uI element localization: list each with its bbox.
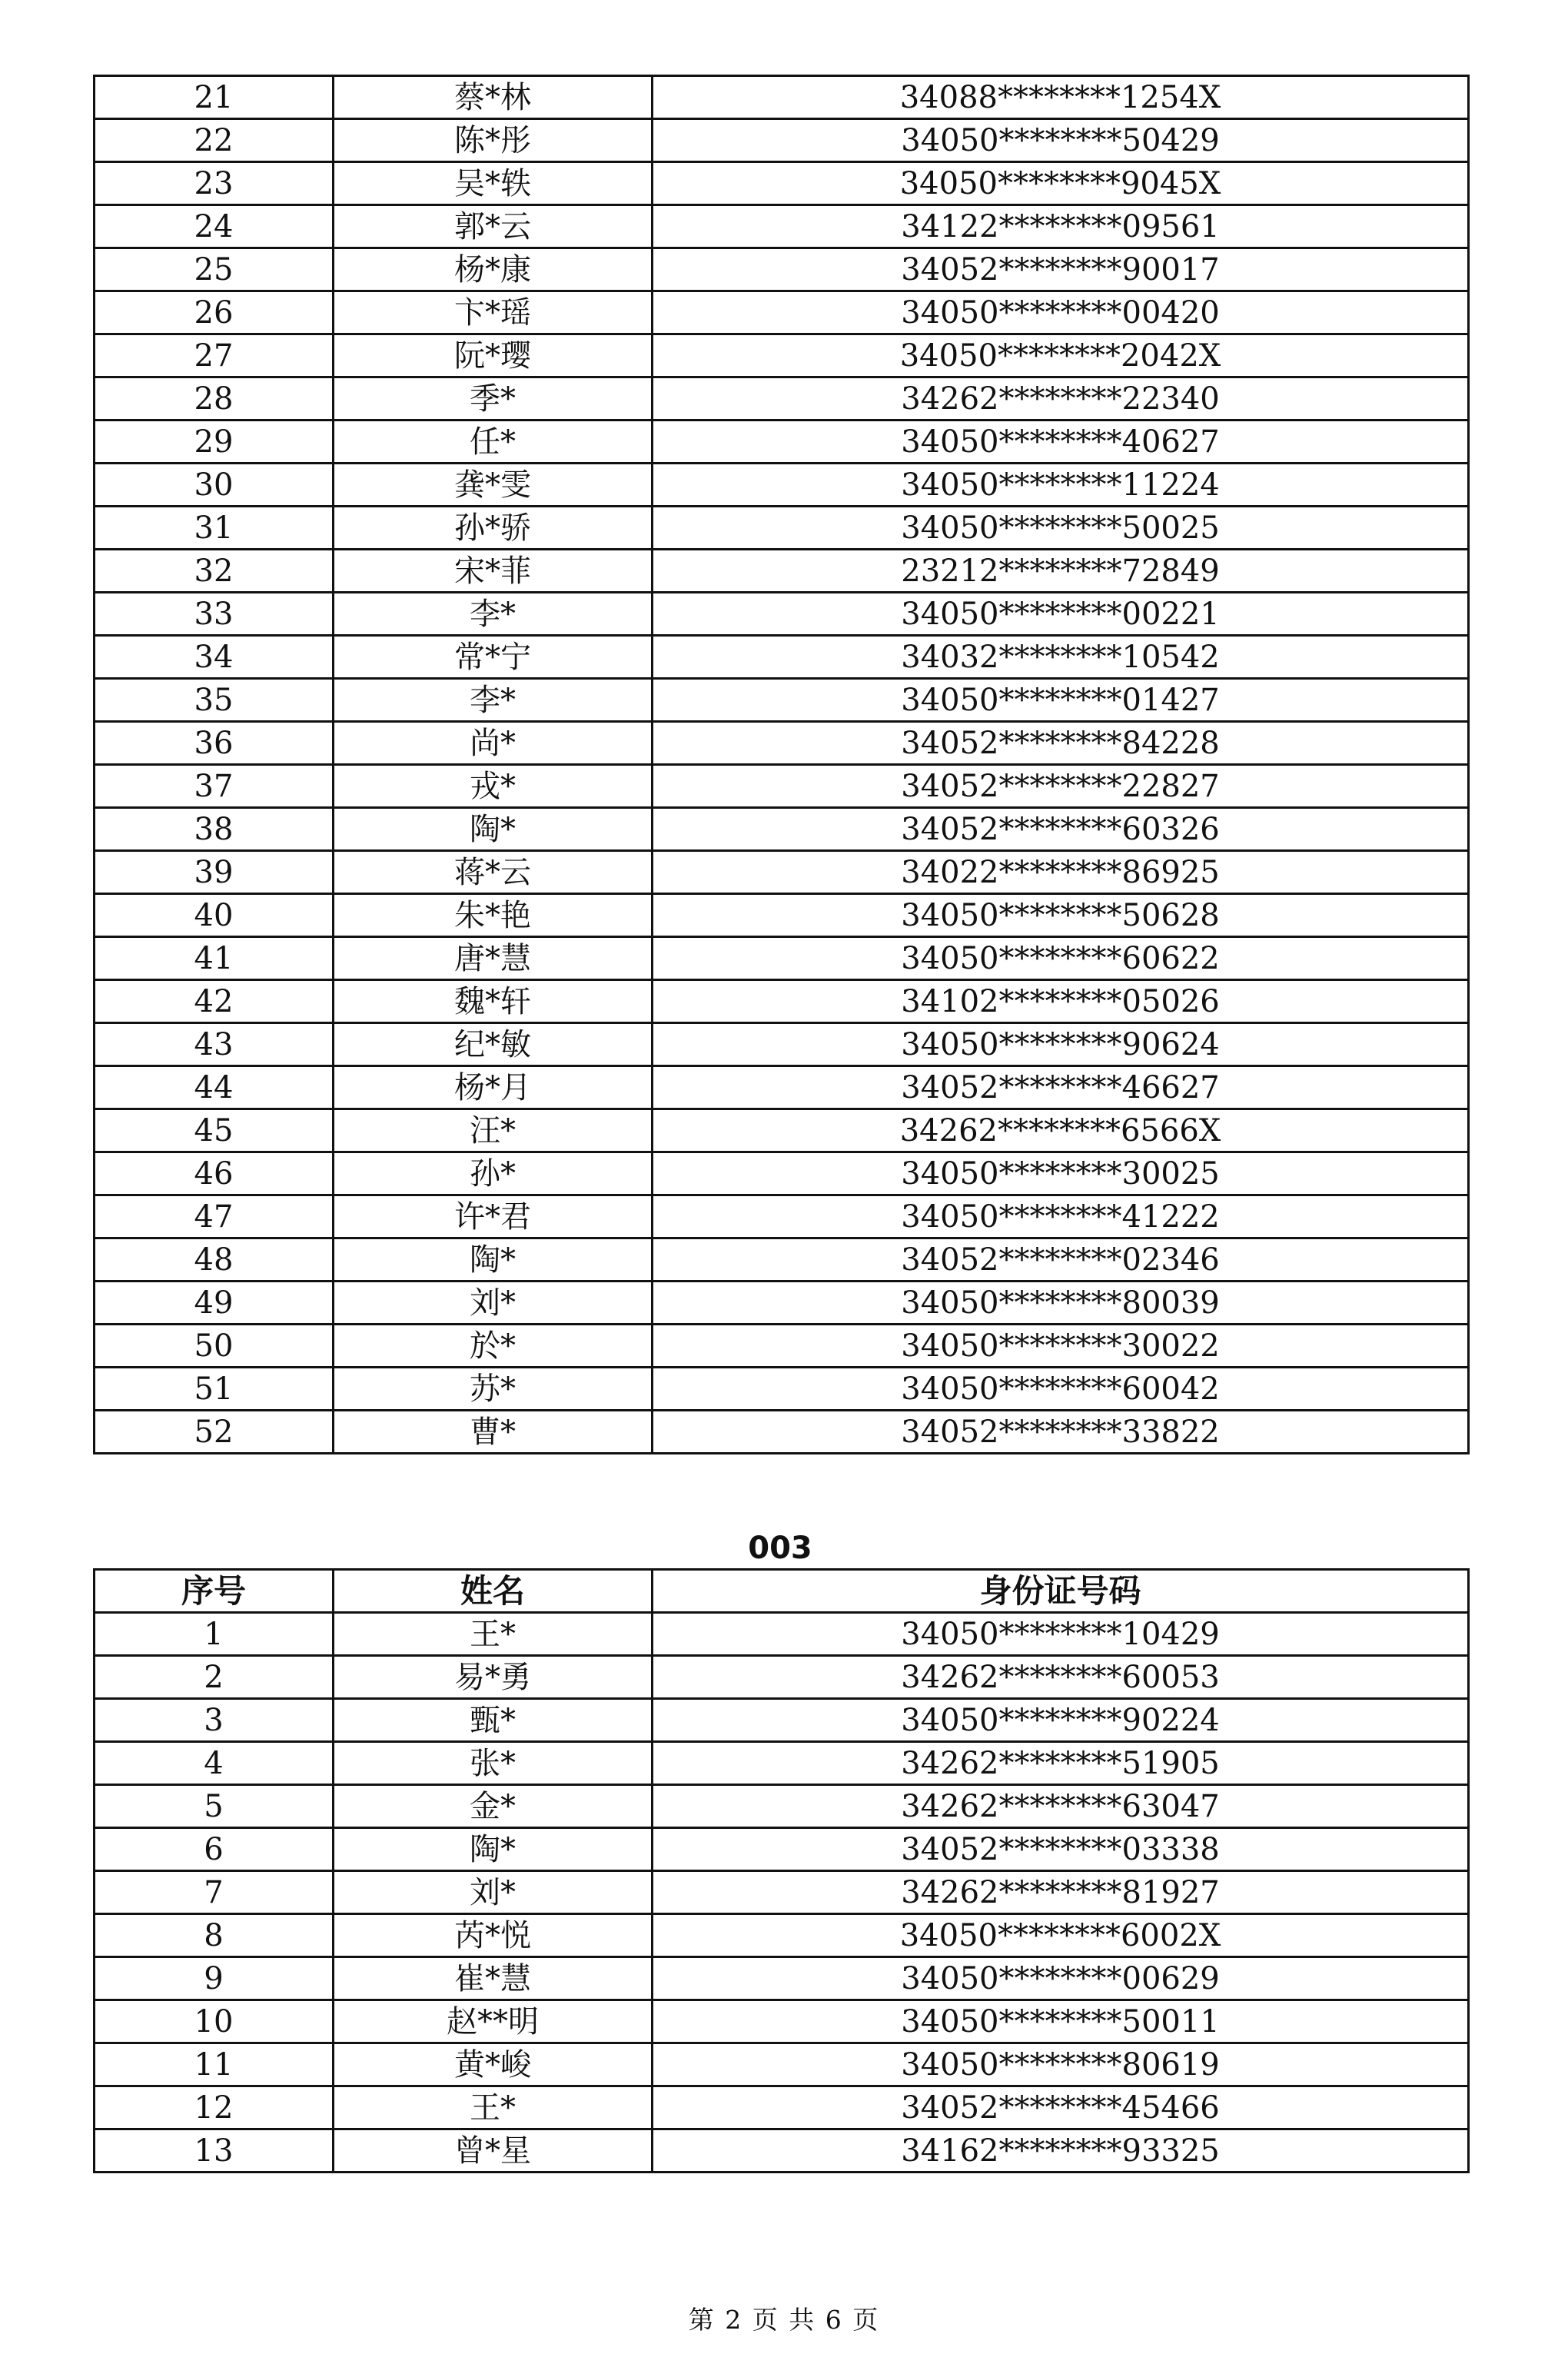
cell-id-number: 34022********86925 (653, 851, 1469, 894)
cell-name: 蒋*云 (334, 851, 653, 894)
cell-name: 张* (334, 1742, 653, 1785)
table-row (95, 851, 1469, 894)
cell-name: 唐*慧 (334, 937, 653, 980)
cell-id-number: 34050********50429 (653, 119, 1469, 162)
table-row (95, 937, 1469, 980)
cell-name: 季* (334, 377, 653, 421)
cell-name: 任* (334, 421, 653, 464)
cell-id-number: 34052********45466 (653, 2086, 1469, 2129)
table-row (95, 421, 1469, 464)
cell-number: 35 (95, 679, 334, 722)
cell-id-number: 34088********1254X (653, 76, 1469, 119)
cell-id-number: 34052********22827 (653, 765, 1469, 808)
cell-number: 27 (95, 334, 334, 377)
cell-name: 黄*峻 (334, 2043, 653, 2086)
cell-id-number: 34050********50025 (653, 507, 1469, 550)
table-row (95, 1742, 1469, 1785)
cell-number: 30 (95, 464, 334, 507)
cell-name: 孙* (334, 1152, 653, 1195)
cell-name: 卞*瑶 (334, 291, 653, 334)
cell-number: 4 (95, 1742, 334, 1785)
table-row (95, 464, 1469, 507)
cell-id-number: 34052********60326 (653, 808, 1469, 851)
table-row (95, 1066, 1469, 1109)
table-row (95, 1871, 1469, 1914)
roster-table-continued (93, 75, 1470, 1454)
cell-id-number: 34050********30022 (653, 1325, 1469, 1368)
cell-number: 42 (95, 980, 334, 1023)
table-row (95, 2086, 1469, 2129)
cell-id-number: 34162********93325 (653, 2129, 1469, 2173)
table-row (95, 894, 1469, 937)
cell-id-number: 34102********05026 (653, 980, 1469, 1023)
cell-id-number: 34052********84228 (653, 722, 1469, 765)
cell-name: 常*宁 (334, 636, 653, 679)
cell-number: 43 (95, 1023, 334, 1066)
header-name: 姓名 (334, 1570, 653, 1613)
table-row (95, 1023, 1469, 1066)
cell-name: 苏* (334, 1368, 653, 1411)
cell-name: 李* (334, 593, 653, 636)
table-row (95, 1325, 1469, 1368)
cell-number: 26 (95, 291, 334, 334)
cell-name: 王* (334, 2086, 653, 2129)
cell-number: 23 (95, 162, 334, 205)
table-row (95, 1411, 1469, 1454)
cell-name: 赵**明 (334, 2000, 653, 2043)
cell-name: 阮*璎 (334, 334, 653, 377)
cell-id-number: 34050********60042 (653, 1368, 1469, 1411)
cell-id-number: 34050********30025 (653, 1152, 1469, 1195)
cell-name: 陶* (334, 1238, 653, 1282)
cell-id-number: 34050********40627 (653, 421, 1469, 464)
cell-number: 32 (95, 550, 334, 593)
cell-number: 10 (95, 2000, 334, 2043)
cell-id-number: 34050********60622 (653, 937, 1469, 980)
table-row (95, 2043, 1469, 2086)
table-row (95, 119, 1469, 162)
roster-table-003 (93, 1568, 1470, 2173)
table-row (95, 1914, 1469, 1957)
cell-id-number: 34050********50011 (653, 2000, 1469, 2043)
table-row (95, 1656, 1469, 1699)
table-row (95, 1152, 1469, 1195)
cell-name: 杨*月 (334, 1066, 653, 1109)
cell-id-number: 34050********90624 (653, 1023, 1469, 1066)
table-row (95, 980, 1469, 1023)
cell-number: 44 (95, 1066, 334, 1109)
cell-number: 21 (95, 76, 334, 119)
cell-name: 陶* (334, 1828, 653, 1871)
cell-number: 47 (95, 1195, 334, 1238)
cell-id-number: 34262********51905 (653, 1742, 1469, 1785)
cell-number: 7 (95, 1871, 334, 1914)
cell-name: 李* (334, 679, 653, 722)
cell-id-number: 34262********22340 (653, 377, 1469, 421)
cell-number: 45 (95, 1109, 334, 1152)
cell-id-number: 34050********6002X (653, 1914, 1469, 1957)
cell-id-number: 34050********01427 (653, 679, 1469, 722)
cell-name: 甄* (334, 1699, 653, 1742)
table-row (95, 76, 1469, 119)
cell-number: 41 (95, 937, 334, 980)
cell-number: 12 (95, 2086, 334, 2129)
table-row (95, 1368, 1469, 1411)
table-row (95, 722, 1469, 765)
cell-id-number: 34262********60053 (653, 1656, 1469, 1699)
table-row (95, 1957, 1469, 2000)
cell-number: 9 (95, 1957, 334, 2000)
table-row (95, 1613, 1469, 1656)
cell-id-number: 34050********00629 (653, 1957, 1469, 2000)
table-row (95, 808, 1469, 851)
header-number: 序号 (95, 1570, 334, 1613)
cell-name: 宋*菲 (334, 550, 653, 593)
cell-name: 朱*艳 (334, 894, 653, 937)
cell-id-number: 34032********10542 (653, 636, 1469, 679)
cell-name: 杨*康 (334, 248, 653, 291)
cell-name: 金* (334, 1785, 653, 1828)
cell-name: 许*君 (334, 1195, 653, 1238)
cell-id-number: 34052********46627 (653, 1066, 1469, 1109)
cell-number: 28 (95, 377, 334, 421)
table-row (95, 205, 1469, 248)
cell-id-number: 34052********03338 (653, 1828, 1469, 1871)
table-row (95, 550, 1469, 593)
cell-name: 吴*轶 (334, 162, 653, 205)
cell-name: 曹* (334, 1411, 653, 1454)
cell-name: 孙*骄 (334, 507, 653, 550)
cell-number: 51 (95, 1368, 334, 1411)
cell-name: 王* (334, 1613, 653, 1656)
cell-name: 芮*悦 (334, 1914, 653, 1957)
cell-number: 8 (95, 1914, 334, 1957)
table-row (95, 1238, 1469, 1282)
table-row (95, 334, 1469, 377)
cell-number: 24 (95, 205, 334, 248)
roster-table-body (95, 76, 1469, 1454)
cell-name: 郭*云 (334, 205, 653, 248)
cell-id-number: 34050********90224 (653, 1699, 1469, 1742)
cell-number: 36 (95, 722, 334, 765)
table-row (95, 377, 1469, 421)
table-row (95, 248, 1469, 291)
table-row (95, 2000, 1469, 2043)
cell-name: 蔡*林 (334, 76, 653, 119)
table-row (95, 162, 1469, 205)
table-row (95, 1828, 1469, 1871)
cell-id-number: 34050********11224 (653, 464, 1469, 507)
cell-name: 龚*雯 (334, 464, 653, 507)
cell-number: 11 (95, 2043, 334, 2086)
cell-number: 48 (95, 1238, 334, 1282)
cell-number: 38 (95, 808, 334, 851)
cell-name: 尚* (334, 722, 653, 765)
cell-number: 6 (95, 1828, 334, 1871)
cell-id-number: 34262********63047 (653, 1785, 1469, 1828)
cell-id-number: 34050********41222 (653, 1195, 1469, 1238)
cell-id-number: 34050********10429 (653, 1613, 1469, 1656)
cell-number: 49 (95, 1282, 334, 1325)
cell-name: 於* (334, 1325, 653, 1368)
cell-id-number: 34122********09561 (653, 205, 1469, 248)
cell-number: 40 (95, 894, 334, 937)
cell-id-number: 34052********90017 (653, 248, 1469, 291)
cell-id-number: 34050********2042X (653, 334, 1469, 377)
cell-number: 22 (95, 119, 334, 162)
cell-number: 2 (95, 1656, 334, 1699)
cell-number: 13 (95, 2129, 334, 2173)
cell-name: 崔*慧 (334, 1957, 653, 2000)
cell-id-number: 34050********00420 (653, 291, 1469, 334)
table-row (95, 1282, 1469, 1325)
cell-id-number: 23212********72849 (653, 550, 1469, 593)
table-row (95, 507, 1469, 550)
cell-number: 33 (95, 593, 334, 636)
table-row (95, 2129, 1469, 2173)
cell-name: 刘* (334, 1282, 653, 1325)
cell-number: 5 (95, 1785, 334, 1828)
table-row (95, 765, 1469, 808)
table-row (95, 679, 1469, 722)
cell-id-number: 34262********81927 (653, 1871, 1469, 1914)
cell-name: 纪*敏 (334, 1023, 653, 1066)
cell-name: 陶* (334, 808, 653, 851)
cell-number: 25 (95, 248, 334, 291)
cell-name: 曾*星 (334, 2129, 653, 2173)
section-label: 003 (748, 1531, 812, 1566)
cell-number: 31 (95, 507, 334, 550)
cell-number: 52 (95, 1411, 334, 1454)
table-header-row (95, 1570, 1469, 1613)
cell-id-number: 34052********02346 (653, 1238, 1469, 1282)
cell-number: 37 (95, 765, 334, 808)
header-id-number: 身份证号码 (653, 1570, 1469, 1613)
cell-name: 戎* (334, 765, 653, 808)
cell-name: 陈*彤 (334, 119, 653, 162)
page-footer: 第 2 页 共 6 页 (688, 2305, 880, 2335)
cell-id-number: 34052********33822 (653, 1411, 1469, 1454)
cell-number: 39 (95, 851, 334, 894)
table-row (95, 291, 1469, 334)
table-row (95, 636, 1469, 679)
cell-number: 50 (95, 1325, 334, 1368)
cell-id-number: 34050********80619 (653, 2043, 1469, 2086)
cell-name: 刘* (334, 1871, 653, 1914)
cell-number: 34 (95, 636, 334, 679)
cell-name: 魏*轩 (334, 980, 653, 1023)
cell-id-number: 34050********9045X (653, 162, 1469, 205)
cell-name: 汪* (334, 1109, 653, 1152)
table-row (95, 593, 1469, 636)
cell-number: 46 (95, 1152, 334, 1195)
table-row (95, 1699, 1469, 1742)
table-row (95, 1109, 1469, 1152)
roster-table-body (95, 1613, 1469, 2173)
cell-number: 3 (95, 1699, 334, 1742)
table-row (95, 1785, 1469, 1828)
cell-id-number: 34050********00221 (653, 593, 1469, 636)
cell-id-number: 34262********6566X (653, 1109, 1469, 1152)
cell-id-number: 34050********80039 (653, 1282, 1469, 1325)
cell-id-number: 34050********50628 (653, 894, 1469, 937)
table-row (95, 1195, 1469, 1238)
cell-name: 易*勇 (334, 1656, 653, 1699)
cell-number: 1 (95, 1613, 334, 1656)
cell-number: 29 (95, 421, 334, 464)
